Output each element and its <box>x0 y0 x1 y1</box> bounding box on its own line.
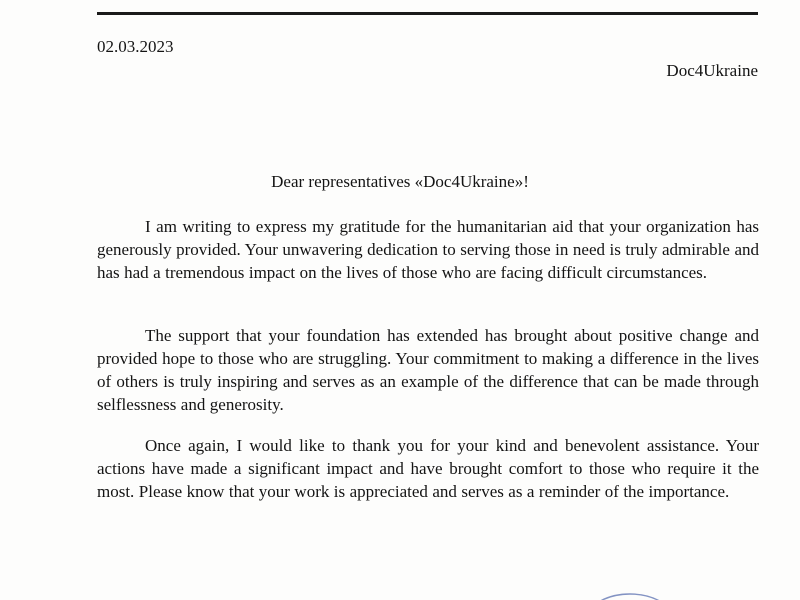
letter-date: 02.03.2023 <box>97 37 174 56</box>
letter-salutation: Dear representatives «Doc4Ukraine»! <box>271 172 529 191</box>
stamp-seal-icon <box>580 584 680 600</box>
paragraph-gratitude: I am writing to express my gratitude for the humanitarian aid that your organization has generously provided. Your unwavering dedication to serving those in need is truly admirable and has had a tremendous impact on the lives of those who are facing difficult circumstances. <box>97 217 759 282</box>
header-rule <box>97 12 758 15</box>
paragraph-closing: Once again, I would like to thank you for your kind and benevolent assistance. Your actions have made a significant impact and have brought comfort to those who require it the most. Please know that your work is appreciated and serves as a reminder of the importance. <box>97 436 759 501</box>
paragraph-support: The support that your foundation has extended has brought about positive change and provided hope to those who are struggling. Your commitment to making a difference in the lives of others is truly inspiring and serves as an example of the difference that can be made through selflessness and generosity. <box>97 326 759 414</box>
letter-recipient: Doc4Ukraine <box>666 61 758 80</box>
